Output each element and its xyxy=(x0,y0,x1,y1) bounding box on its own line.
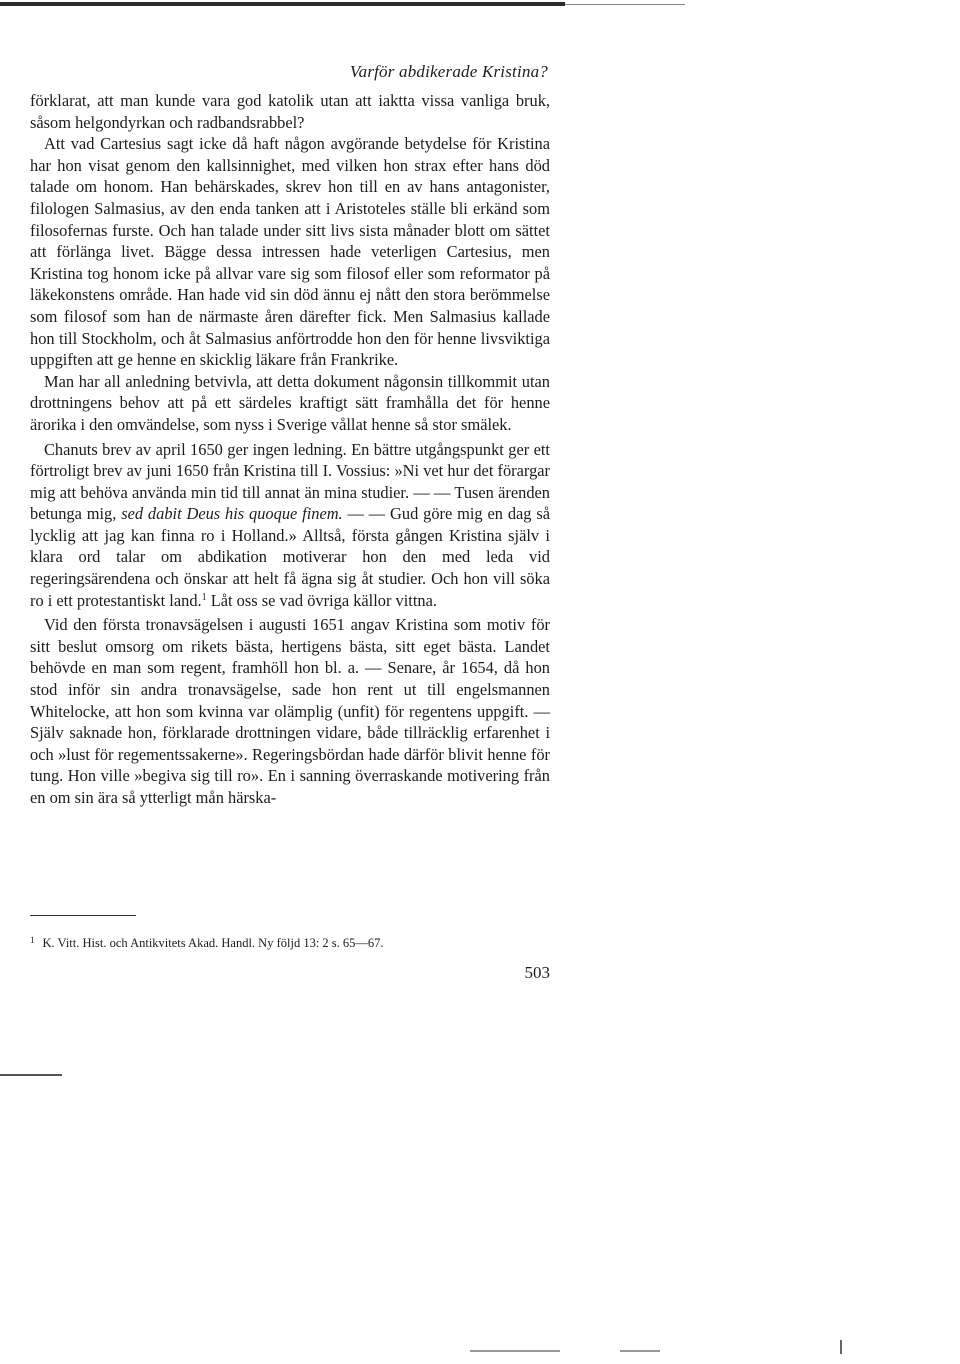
footnote-number: 1 xyxy=(30,935,35,945)
page-number: 503 xyxy=(524,963,550,982)
paragraph-text: — — Gud göre mig en dag så lycklig att jag kan finna ro i Holland.» Alltså, första gången Kristina själv i klara ord talar om abdikation motiverar hon den med leda vid regeringsärendena och önskar att helt få ägna sig åt studier. Och hon vill söka ro i ett protestantiskt land. xyxy=(30,504,551,610)
running-head: Varför abdikerade Kristina? xyxy=(349,62,548,81)
latin-phrase: sed dabit Deus his quoque finem. xyxy=(121,504,343,524)
paragraph: Vid den första tronavsägelsen i augusti 1651 angav Kristina som motiv för sitt beslut omsorg om rikets bästa, hertigens bästa, sitt eget bästa. Landet behövde en man som regent, framhöll hon bl. a. — Senare, år 1654, då hon stod inför sin andra tronavsägelse, sade hon rent ut till engelsmannen Whitelocke, att hon som kvinna var olämplig (unfit) för regentens uppgift. — Själv saknade hon, förklarade drottningen vidare, både tillräcklig erfarenhet i och »lust för regementssakerne». Regeringsbördan hade därför blivit henne för tung. Hon ville »begiva sig till ro». En i sanning överraskande motivering från en om sin ära så ytterligt mån härska- xyxy=(30,615,550,807)
scan-edge-mark xyxy=(565,4,685,5)
footnote-divider xyxy=(30,915,136,916)
scan-noise xyxy=(620,1350,660,1352)
footnote xyxy=(30,932,550,951)
scan-edge-mark xyxy=(0,1074,62,1076)
scan-edge-mark xyxy=(0,2,565,6)
paragraph xyxy=(30,439,550,612)
paragraph: Att vad Cartesius sagt icke då haft någon avgörande betydelse för Kristina har hon visat genom den kallsinnighet, med vilken hon strax efter hans död talade om honom. Han behärskades, skrev hon till en av hans antagonister, filologen Salmasius, av den enda tanken att i Aristoteles ställe bli erkänd som filosofernas furste. Och han talade under sitt livs sista månader blott om sättet att förlänga livet. Bägge dessa intressen hade veterligen Cartesius, men Kristina tog honom icke på allvar vare sig som filosof eller som reformator på läkekonstens område. Han hade vid sin död ännu ej nått den stora berömmelse som filosof som han de närmaste åren därefter fick. Men Salmasius kallade hon till Stockholm, och åt Salmasius anförtrodde hon den för henne livsviktiga uppgiften att ge henne en skicklig läkare från Frankrike. xyxy=(30,134,550,370)
footnote-reference[interactable]: 1 xyxy=(201,591,207,603)
scan-noise xyxy=(836,1340,842,1354)
footnote-text: K. Vitt. Hist. och Antikvitets Akad. Handl. Ny följd 13: 2 s. 65—67. xyxy=(42,936,384,950)
scan-noise xyxy=(470,1350,560,1352)
paragraph: Man har all anledning betvivla, att detta dokument någonsin tillkommit utan drottningens behov att på ett särdeles kraftigt sätt framhålla det för henne ärorika i den omvändelse, som nyss i Sverige vållat henne så stor smälek. xyxy=(30,371,550,434)
paragraph-text: Chanuts brev av april 1650 ger ingen ledning. En bättre utgångspunkt ger ett förtroligt brev av juni 1650 från Kristina till I. Vossius: »Ni vet hur det förargar mig att behöva använda min tid till annat än mina studier. — — Tusen ärenden betunga mig, xyxy=(30,439,550,524)
body-text xyxy=(30,90,550,809)
paragraph-text: Låt oss se vad övriga källor vittna. xyxy=(206,590,437,610)
paragraph: förklarat, att man kunde vara god katolik utan att iaktta vissa vanliga bruk, såsom helgondyrkan och radbandsrabbel? xyxy=(30,91,550,132)
